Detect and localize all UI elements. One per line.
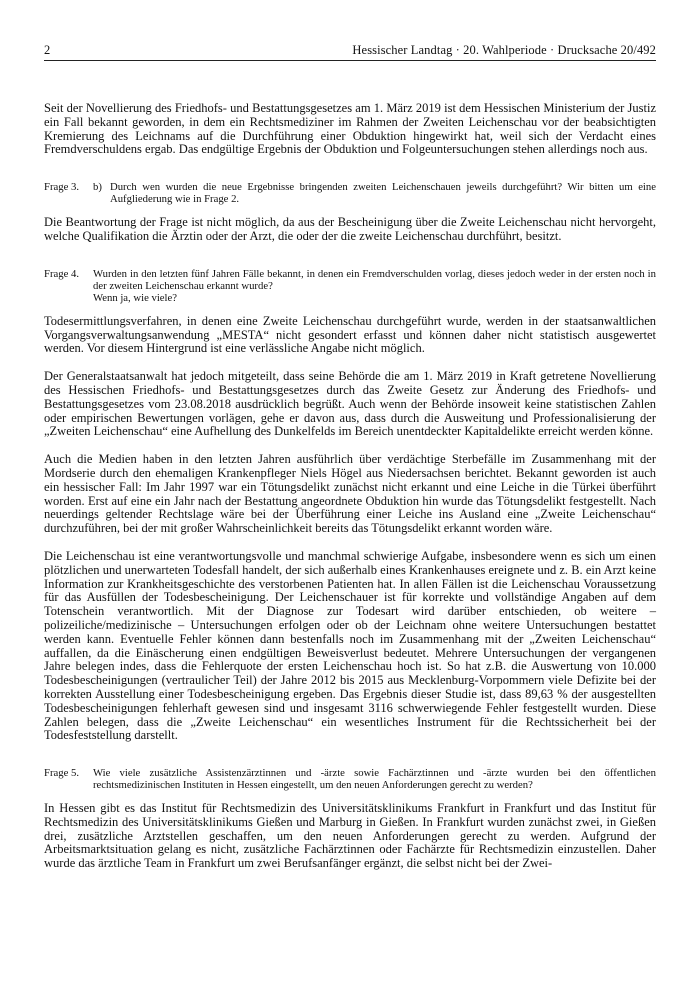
- answer-paragraph: Der Generalstaatsanwalt hat jedoch mitgeteilt, dass seine Behörde die am 1. März 2019 in Kraft getretene Novellierung des Hessischen Friedhofs- und Bestattungsgesetzes durch das Zweite Gesetz zur Änderung des Friedhofs- und Bestattungsgesetzes vom 23.08.2018 ausdrücklich begrüßt. Auch wenn der Behörde insoweit keine statistischen Zahlen oder empirischen Bewertungen vorlägen, gehe er davon aus, dass durch die Ausweitung und Professionalisierung der „Zweiten Leichenschau“ eine Aufhellung des Dunkelfelds im Bereich unentdeckter Kapitaldelikte erreicht werden könne.: [44, 369, 656, 439]
- question-label: Frage 3.: [44, 181, 80, 194]
- question-text: [110, 181, 656, 205]
- question-label: Frage 5.: [44, 767, 80, 780]
- answer-paragraph: Todesermittlungsverfahren, in denen eine Zweite Leichenschau durchgeführt wurde, werden in der staatsanwaltlichen Vorgangsverwaltungsanwendung „MESTA“ nicht gesondert erfasst und können daher nicht statistisch ausgewertet werden. Vor diesem Hintergrund ist eine verlässliche Angabe nicht möglich.: [44, 313, 656, 356]
- question-label: Frage 4.: [44, 267, 80, 280]
- page-number: 2: [44, 43, 51, 57]
- answer-paragraph: Die Leichenschau ist eine verantwortungsvolle und manchmal schwierige Aufgabe, insbesondere wenn es sich um einen plötzlichen und unerwarteten Todesfall handelt, der sich außerhalb eines Krankenhauses ereignete und z. B. ein Arzt keine Information zur Krankheitsgeschichte des verstorbenen Patienten hat. In allen Fällen ist die Leichenschau Voraussetzung für das Ausfüllen der Todesbescheinigung. Der Leichenschauer ist für korrekte und vollständige Angaben auf dem Totenschein verantwortlich. Mit der Diagnose zur Todesart wird darüber entschieden, ob weitere – polizeiliche/medizinische – Untersuchungen erfolgen oder ob der Leichnam ohne weitere Untersuchungen bestattet werden kann. Eventuelle Fehler können dann bestenfalls noch im Zusammenhang mit der „Zweiten Leichenschau“ auffallen, da die Einäscherung einen endgültigen Beweisverlust bedeutet. Mehrere Untersuchungen der vergangenen Jahre belegen indes, dass die Fehlerquote der ersten Leichenschau hoch ist. So hat z.B. die Auswertung von 10.000 Todesbescheinigungen (vertraulicher Teil) der Jahre 2012 bis 2015 aus Mecklenburg-Vorpommern viele Defizite bei der korrekten Ausstellung einer Todesbescheinigung ergeben. Das Ergebnis dieser Studie ist, dass 89,63 % der ausgestellten Todesbescheinigungen fehlerhaft gewesen sind und insgesamt 3116 schwerwiegende Fehler festgestellt wurden. Diese Zahlen belegen, dass die „Zweite Leichenschau“ ein wesentliches Instrument für die Rechtssicherheit bei der Todesfeststellung darstellt.: [44, 548, 656, 743]
- question-line: Durch wen wurden die neue Ergebnisse bringenden zweiten Leichenschauen jeweils durchgeführt? Wir bitten um eine Aufgliederung wie in Frage 2.: [110, 181, 656, 206]
- question-block: [44, 181, 656, 205]
- question-sub-label: b): [93, 181, 102, 194]
- question-text: [93, 767, 656, 791]
- header-text: Hessischer Landtag · 20. Wahlperiode · Drucksache 20/492: [352, 43, 656, 57]
- answer-paragraph: Seit der Novellierung des Friedhofs- und Bestattungsgesetzes am 1. März 2019 ist dem Hessischen Ministerium der Justiz ein Fall bekannt geworden, in dem ein Rechtsmediziner im Rahmen der Zweiten Leichenschau vor der beabsichtigten Kremierung des Leichnams auf die Durchführung einer Obduktion hingewirkt hat, weil sich der Verdacht eines Fremdverschuldens ergab. Das endgültige Ergebnis der Obduktion und Folgeuntersuchungen stehen allerdings noch aus.: [44, 101, 656, 157]
- answer-paragraph: Die Beantwortung der Frage ist nicht möglich, da aus der Bescheinigung über die Zweite Leichenschau nicht hervorgeht, welche Qualifikation die Ärztin oder der Arzt, die oder der die zweite Leichenschau durchführt, besitzt.: [44, 215, 656, 243]
- question-block: [44, 268, 656, 304]
- question-line: Wie viele zusätzliche Assistenzärztinnen und -ärzte sowie Fachärztinnen und -ärzte wurden bei den öffentlichen rechtsmedizinischen Instituten in Hessen eingestellt, um den neuen Anforderungen gerecht zu werden?: [93, 767, 656, 792]
- question-block: [44, 767, 656, 791]
- question-text: [93, 268, 656, 304]
- answer-paragraph: In Hessen gibt es das Institut für Rechtsmedizin des Universitätsklinikums Frankfurt in Frankfurt und das Institut für Rechtsmedizin des Universitätsklinikums Gießen und Marburg in Gießen. In Frankfurt wurden zunächst zwei, in Gießen drei, zusätzliche Arztstellen geschaffen, um den neuen Anforderungen gerecht zu werden. Aufgrund der Arbeitsmarktsituation gelang es nicht, zusätzliche Fachärztinnen oder Fachärzte für Rechtsmedizin einzustellen. Daher wurde das ärztliche Team in Frankfurt um zwei Berufsanfänger ergänzt, die selbst nicht bei der Zwei-: [44, 801, 656, 871]
- answer-paragraph: Auch die Medien haben in den letzten Jahren ausführlich über verdächtige Sterbefälle im Zusammenhang mit der Mordserie durch den ehemaligen Krankenpfleger Niels Högel aus Niedersachsen berichtet. Bekannt geworden ist auch ein hessischer Fall: Im Jahr 1997 war ein Tötungsdelikt zunächst nicht erkannt und eine Leiche in die Türkei überführt worden. Erst auf eine ein Jahr nach der Bestattung angeordnete Obduktion hin wurde das Tötungsdelikt festgestellt. Nach neuerdings geltender Rechtslage wäre bei der Überführung einer Leiche ins Ausland eine „Zweite Leichenschau“ durchzuführen, bei der mit großer Wahrscheinlichkeit bereits das Tötungsdelikt erkannt worden wäre.: [44, 452, 656, 536]
- question-line: Wurden in den letzten fünf Jahren Fälle bekannt, in denen ein Fremdverschulden vorlag, dieses jedoch weder in der ersten noch in der zweiten Leichenschau erkannt wurde?: [93, 267, 656, 292]
- question-line: Wenn ja, wie viele?: [93, 291, 178, 304]
- page-header: [44, 43, 656, 61]
- document-body: [44, 102, 656, 885]
- header-rule: [44, 60, 656, 61]
